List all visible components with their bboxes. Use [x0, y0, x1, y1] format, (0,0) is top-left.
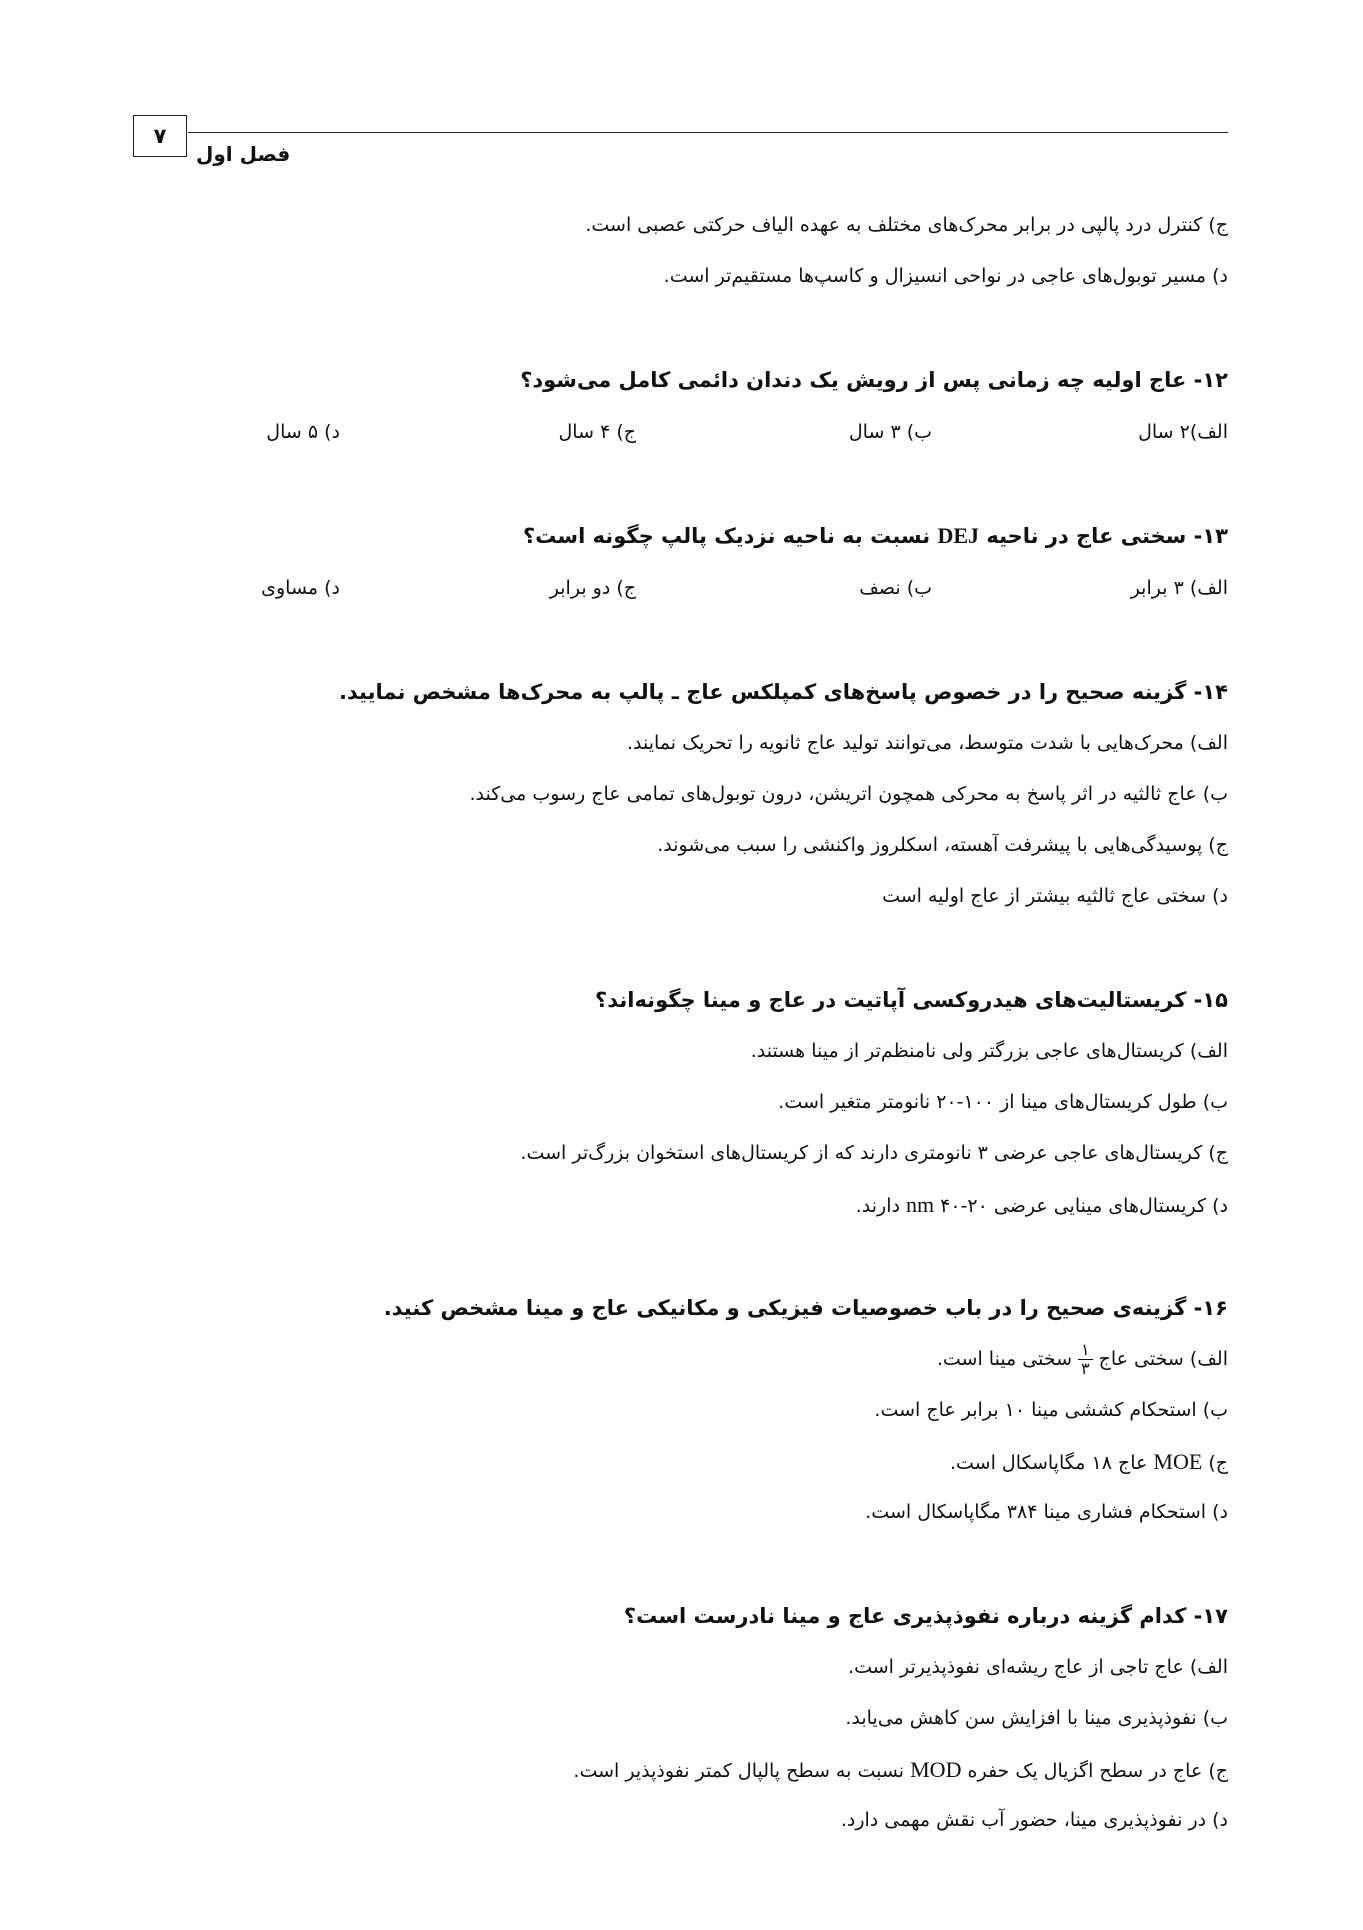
option-b: ب) استحکام کششی مینا ۱۰ برابر عاج است. [874, 1399, 1228, 1421]
question-title [138, 510, 1228, 562]
option-text: د) کریستال‌های مینایی عرضی [987, 1195, 1228, 1217]
option-a: الف) ۳ برابر [1130, 577, 1228, 599]
option-text: سختی مینا است. [936, 1348, 1073, 1370]
question-11-option-c: ج) کنترل درد پالپی در برابر محرک‌های مختلف به عهده الیاف حرکتی عصبی است. [585, 214, 1228, 236]
options-row [138, 562, 1228, 614]
option-d: د) مساوی [261, 577, 340, 599]
option-d: د) سختی عاج ثالثیه بیشتر از عاج اولیه است [882, 885, 1228, 907]
option-b: ب) ۳ سال [848, 421, 932, 443]
question-15 [138, 974, 1228, 1230]
option-c: ج) پوسیدگی‌هایی با پیشرفت آهسته، اسکلروز واکنشی را سبب می‌شوند. [657, 834, 1228, 856]
chapter-title: فصل اول [196, 142, 291, 166]
fraction-numerator: ۱ [1078, 1341, 1093, 1360]
question-14 [138, 666, 1228, 922]
page-number: ۷ [133, 115, 187, 157]
unit-label: nm [906, 1192, 935, 1217]
option-a [138, 1334, 1228, 1385]
question-12 [138, 354, 1228, 458]
question-title: ۱۶- گزینه‌ی صحیح را در باب خصوصیات فیزیکی و مکانیکی عاج و مینا مشخص کنید. [383, 1296, 1228, 1320]
title-part: ۱۳- سختی عاج در ناحیه [979, 524, 1228, 548]
option-d: د) ۵ سال [266, 421, 340, 443]
latin-term: MOD [910, 1757, 962, 1782]
option-text: ۴۰-۲۰ دارند. [855, 1195, 988, 1217]
question-title: ۱۷- کدام گزینه درباره نفوذپذیری عاج و مینا نادرست است؟ [623, 1604, 1228, 1628]
header-rule [188, 132, 1228, 133]
question-title: ۱۲- عاج اولیه چه زمانی پس از رویش یک دندان دائمی کامل می‌شود؟ [520, 368, 1228, 392]
options-row [138, 406, 1228, 458]
option-a: الف) عاج تاجی از عاج ریشه‌ای نفوذپذیرتر است. [848, 1656, 1228, 1678]
option-c: ج) کریستال‌های عاجی عرضی ۳ نانومتری دارند که از کریستال‌های استخوان بزرگ‌تر است. [520, 1142, 1228, 1164]
option-c: ج) ۴ سال [558, 421, 636, 443]
latin-term: MOE [1153, 1449, 1203, 1474]
option-b: ب) نصف [859, 577, 932, 599]
question-17 [138, 1590, 1228, 1846]
page-content [138, 200, 1228, 1846]
option-c: ج) دو برابر [549, 577, 636, 599]
option-b: ب) نفوذپذیری مینا با افزایش سن کاهش می‌یابد. [845, 1707, 1228, 1729]
option-b: ب) عاج ثالثیه در اثر پاسخ به محرکی همچون اتریشن، درون توبول‌های تمامی عاج رسوب می‌کند. [469, 783, 1228, 805]
question-title: ۱۵- کریستالیت‌های هیدروکسی آپاتیت در عاج و مینا چگونه‌اند؟ [595, 988, 1228, 1012]
option-d [138, 1179, 1228, 1230]
option-a: الف)۲ سال [1138, 421, 1228, 443]
option-a: الف) محرک‌هایی با شدت متوسط، می‌توانند تولید عاج ثانویه را تحریک نمایند. [626, 732, 1228, 754]
option-text: عاج ۱۸ مگاپاسکال است. [949, 1452, 1154, 1474]
question-11-option-d: د) مسیر توبول‌های عاجی در نواحی انسیزال و کاسپ‌ها مستقیم‌تر است. [663, 265, 1228, 287]
option-text: ج) عاج در سطح اگزیال یک حفره [961, 1760, 1228, 1782]
option-text: الف) سختی عاج [1098, 1348, 1228, 1370]
title-latin-term: DEJ [937, 523, 980, 548]
fraction [1078, 1341, 1093, 1378]
option-d: د) در نفوذپذیری مینا، حضور آب نقش مهمی دارد. [840, 1809, 1228, 1831]
fraction-denominator: ۳ [1081, 1359, 1090, 1378]
option-c [138, 1436, 1228, 1487]
option-d: د) استحکام فشاری مینا ۳۸۴ مگاپاسکال است. [865, 1501, 1228, 1523]
option-c [138, 1744, 1228, 1795]
option-text: ج) [1202, 1452, 1228, 1474]
question-title: ۱۴- گزینه صحیح را در خصوص پاسخ‌های کمپلکس عاج ـ پالپ به محرک‌ها مشخص نمایید. [338, 680, 1228, 704]
option-a: الف) کریستال‌های عاجی بزرگتر ولی نامنظم‌تر از مینا هستند. [750, 1040, 1228, 1062]
question-16 [138, 1282, 1228, 1538]
title-part: نسبت به ناحیه نزدیک پالپ چگونه است؟ [523, 524, 938, 548]
option-text: نسبت به سطح پالپال کمتر نفوذپذیر است. [573, 1760, 911, 1782]
option-b: ب) طول کریستال‌های مینا از ۱۰۰-۲۰ نانومتر متغیر است. [778, 1091, 1228, 1113]
question-13 [138, 510, 1228, 614]
